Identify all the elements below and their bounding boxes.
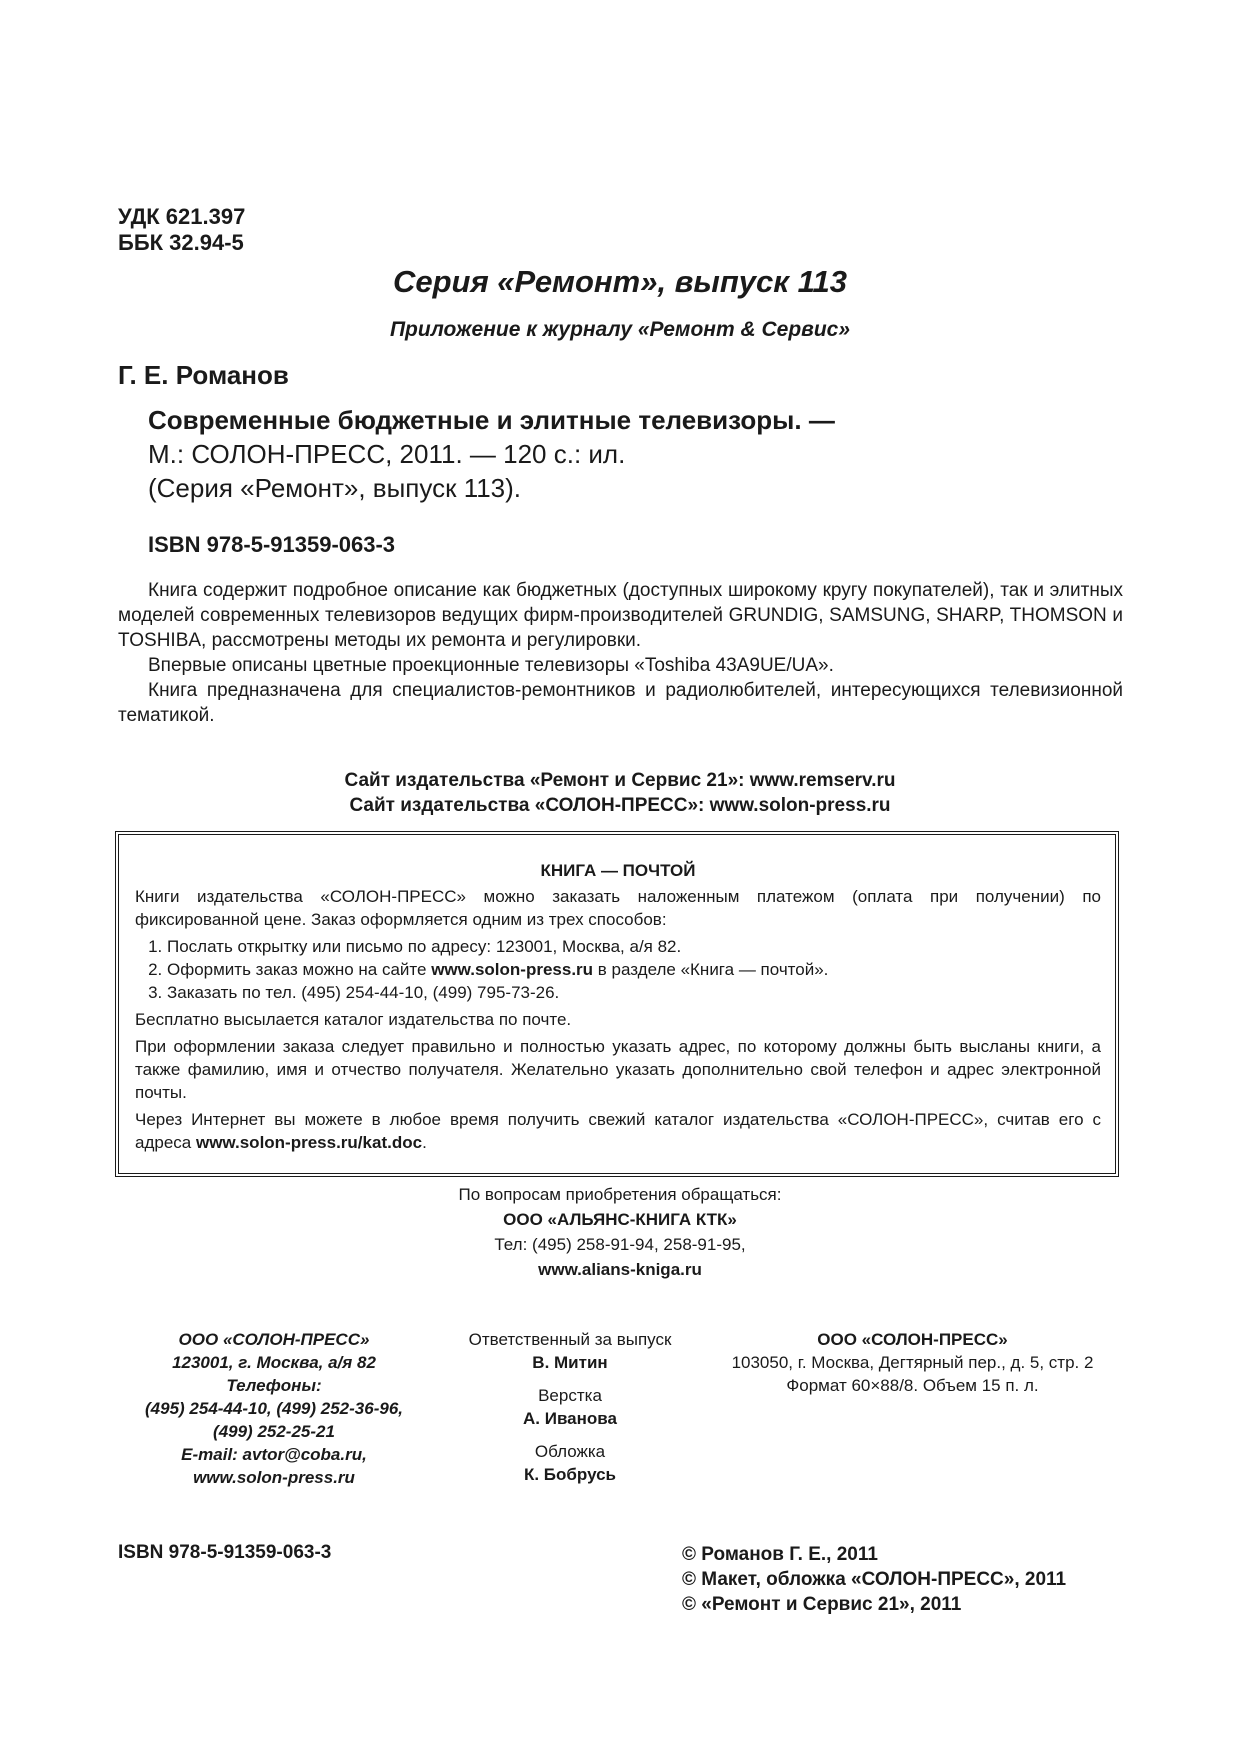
production-credits bbox=[440, 1328, 700, 1486]
publisher-name: ООО «СОЛОН-ПРЕСС» bbox=[817, 1330, 1008, 1349]
publisher-phones: (495) 254-44-10, (499) 252-36-96, bbox=[145, 1399, 403, 1418]
copyright-line: © Романов Г. Е., 2011 bbox=[682, 1544, 878, 1565]
author-name: Г. Е. Романов bbox=[118, 360, 289, 390]
site-solon-press: Сайт издательства «СОЛОН-ПРЕСС»: www.solon-press.ru bbox=[349, 795, 891, 816]
imprint: М.: СОЛОН-ПРЕСС, 2011. — 120 с.: ил. bbox=[148, 439, 626, 469]
release-name: В. Митин bbox=[532, 1353, 608, 1372]
publisher-site: www.solon-press.ru bbox=[193, 1468, 355, 1487]
publisher-imprint bbox=[700, 1328, 1125, 1397]
isbn-bottom: ISBN 978-5-91359-063-3 bbox=[118, 1542, 332, 1563]
layout-label: Верстка bbox=[538, 1386, 602, 1405]
classification-codes bbox=[118, 204, 245, 256]
purchase-intro: По вопросам приобретения обращаться: bbox=[458, 1185, 782, 1204]
mail-order-box bbox=[118, 834, 1116, 1174]
publisher-sites bbox=[0, 768, 1240, 818]
journal-supplement: Приложение к журналу «Ремонт & Сервис» bbox=[389, 318, 851, 341]
publisher-name: ООО «СОЛОН-ПРЕСС» bbox=[178, 1330, 370, 1349]
distributor-name: ООО «АЛЬЯНС-КНИГА КТК» bbox=[503, 1210, 737, 1229]
publisher-phones: (499) 252-25-21 bbox=[213, 1422, 335, 1441]
catalog-link: www.solon-press.ru/kat.doc bbox=[195, 1133, 423, 1152]
mail-order-intro: Книги издательства «СОЛОН-ПРЕСС» можно заказать наложенным платежом (оплата при получении) по фиксированной цене. Заказ оформляется одним из трех способов: bbox=[135, 887, 1101, 929]
order-site-link: www.solon-press.ru bbox=[431, 960, 594, 979]
distributor-site: www.alians-kniga.ru bbox=[538, 1260, 702, 1279]
print-format: Формат 60×88/8. Объем 15 п. л. bbox=[786, 1376, 1039, 1395]
mail-order-heading: КНИГА — ПОЧТОЙ bbox=[540, 861, 696, 880]
annotation-paragraph: Книга предназначена для специалистов-ремонтников и радиолюбителей, интересующихся телевизионной тематикой. bbox=[118, 680, 1123, 726]
layout-name: А. Иванова bbox=[523, 1409, 617, 1428]
purchase-contacts bbox=[0, 1182, 1240, 1282]
site-remserv: Сайт издательства «Ремонт и Сервис 21»: www.remserv.ru bbox=[344, 770, 896, 791]
annotation bbox=[118, 578, 1123, 728]
annotation-paragraph: Впервые описаны цветные проекционные телевизоры «Toshiba 43A9UE/UA». bbox=[148, 655, 834, 676]
order-method-item: 2. Оформить заказ можно на сайте www.solon-press.ru в разделе «Книга — почтой». bbox=[167, 958, 1101, 981]
publisher-address: 123001, г. Москва, а/я 82 bbox=[172, 1353, 376, 1372]
bibliographic-record bbox=[148, 403, 835, 505]
release-label: Ответственный за выпуск bbox=[468, 1330, 672, 1349]
copyright-line: © «Ремонт и Сервис 21», 2011 bbox=[682, 1594, 962, 1615]
bbk-code: ББК 32.94-5 bbox=[118, 230, 244, 255]
order-method-item: 1. Послать открытку или письмо по адресу: 123001, Москва, а/я 82. bbox=[167, 935, 1101, 958]
book-title: Современные бюджетные и элитные телевизоры. — bbox=[148, 405, 835, 435]
catalog-note: Бесплатно высылается каталог издательства по почте. bbox=[135, 1010, 572, 1029]
udk-code: УДК 621.397 bbox=[118, 204, 246, 229]
distributor-phones: Тел: (495) 258-91-94, 258-91-95, bbox=[494, 1235, 746, 1254]
address-note: При оформлении заказа следует правильно и полностью указать адрес, по которому должны быть высланы книги, а также фамилию, имя и отчество получателя. Желательно указать дополнительно свой телефон и адрес электронной почты. bbox=[135, 1037, 1101, 1102]
publisher-email: E-mail: avtor@coba.ru, bbox=[181, 1445, 367, 1464]
phones-label: Телефоны: bbox=[226, 1376, 322, 1395]
copyright-block bbox=[682, 1542, 1066, 1617]
annotation-paragraph: Книга содержит подробное описание как бюджетных (доступных широкому кругу покупателей), так и элитных моделей современных телевизоров ведущих фирм-производителей GRUNDIG, SAMSUNG, SHARP, THOMSON и TOSHIBA, рассмотрены методы их ремонта и регулировки. bbox=[118, 580, 1123, 651]
publisher-contacts bbox=[118, 1328, 430, 1489]
series-note: (Серия «Ремонт», выпуск 113). bbox=[148, 473, 522, 503]
internet-catalog-note: Через Интернет вы можете в любое время получить свежий каталог издательства «СОЛОН-ПРЕСС», считав его с адреса www.solon-press.ru/kat.doc. bbox=[135, 1110, 1101, 1152]
isbn-top: ISBN 978-5-91359-063-3 bbox=[148, 532, 396, 557]
order-methods-list bbox=[135, 935, 1101, 1004]
cover-label: Обложка bbox=[534, 1442, 606, 1461]
cover-name: К. Бобрусь bbox=[523, 1465, 617, 1484]
order-method-item: 3. Заказать по тел. (495) 254-44-10, (499) 795-73-26. bbox=[167, 981, 1101, 1004]
copyright-line: © Макет, обложка «СОЛОН-ПРЕСС», 2011 bbox=[682, 1569, 1067, 1590]
series-title: Серия «Ремонт», выпуск 113 bbox=[392, 264, 848, 299]
publisher-address: 103050, г. Москва, Дегтярный пер., д. 5, стр. 2 bbox=[731, 1353, 1094, 1372]
